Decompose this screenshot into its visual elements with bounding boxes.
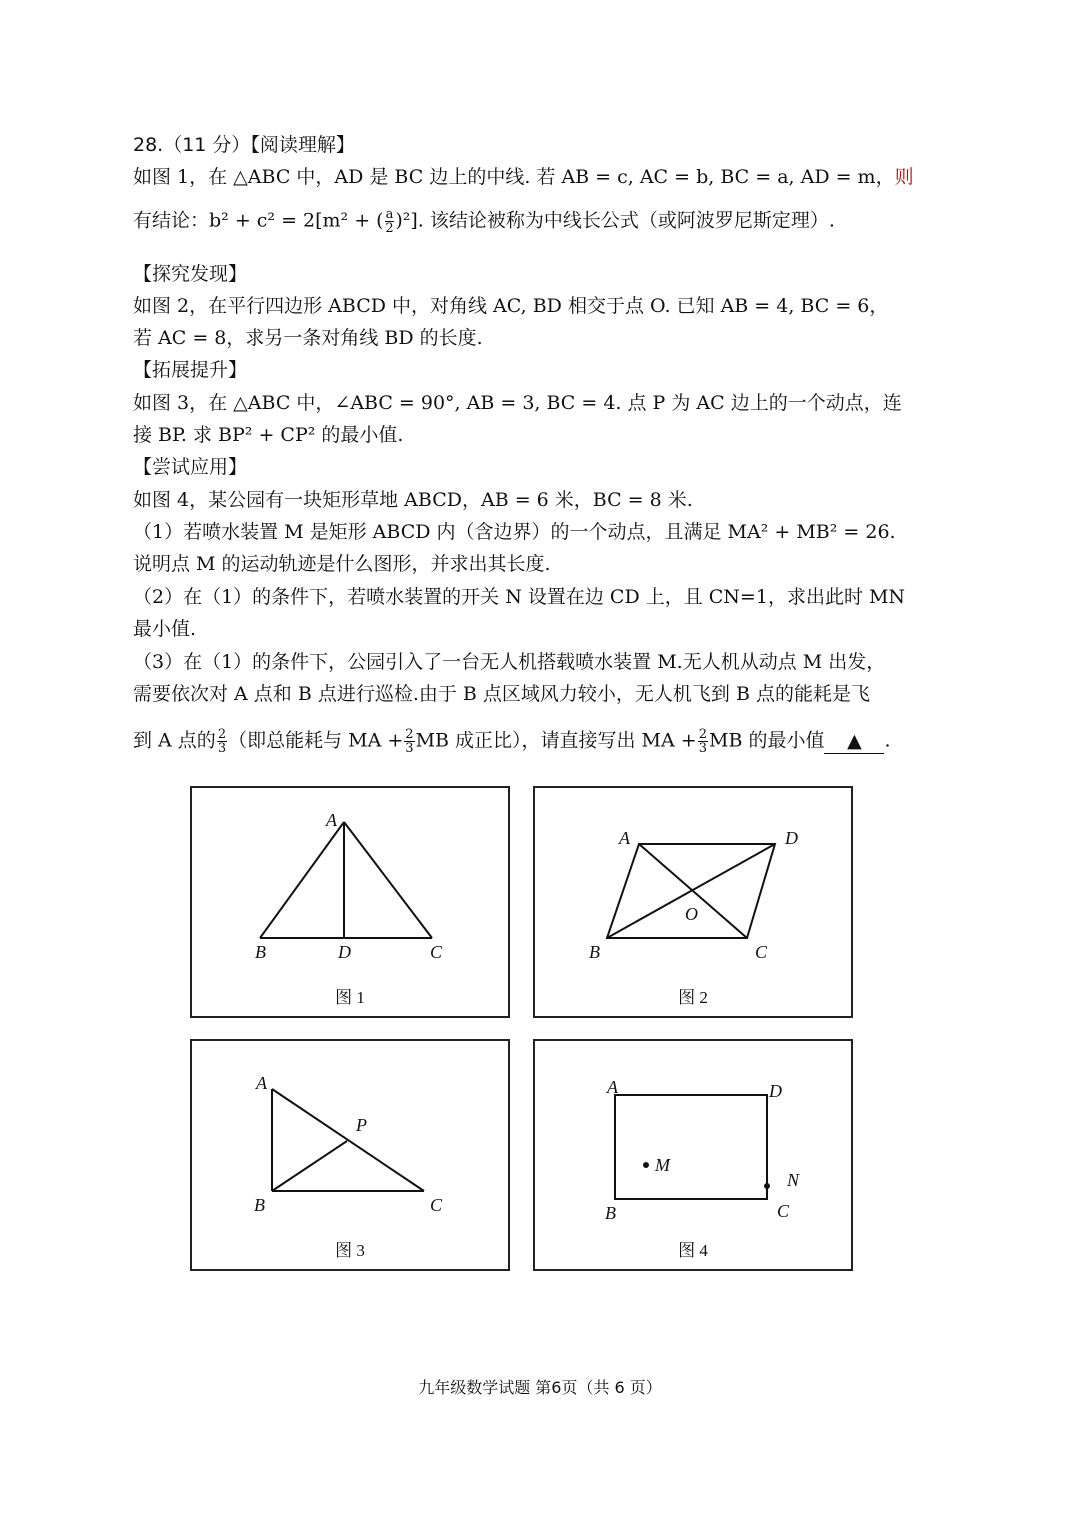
segment-ab bbox=[260, 822, 344, 938]
figure-1 bbox=[190, 786, 510, 1018]
label-a: A bbox=[326, 810, 337, 830]
label-b: B bbox=[589, 942, 600, 962]
extend-heading: 【拓展提升】 bbox=[133, 359, 248, 381]
figure-3-caption: 图 3 bbox=[335, 1241, 365, 1260]
label-c: C bbox=[430, 1195, 443, 1215]
question-1-line-1: （1）若喷水装置 M 是矩形 ABCD 内（含边界）的一个动点，且满足 MA² + MB² = 26. bbox=[133, 521, 896, 543]
q3-text-b: （即总能耗与 MA + bbox=[228, 729, 404, 752]
explore-line-1: 如图 2，在平行四边形 ABCD 中，对角线 AC, BD 相交于点 O. 已知 AB = 4, BC = 6， bbox=[133, 295, 889, 317]
label-d: D bbox=[769, 1081, 782, 1101]
label-c: C bbox=[777, 1201, 790, 1221]
problem-heading: 28.（11 分）【阅读理解】 bbox=[133, 134, 355, 156]
label-o: O bbox=[685, 904, 698, 924]
label-p: P bbox=[356, 1115, 367, 1135]
answer-blank[interactable]: ▲ bbox=[824, 729, 884, 754]
question-2-line-2: 最小值. bbox=[133, 618, 197, 640]
question-3-line-2: 需要依次对 A 点和 B 点进行巡检.由于 B 点区域风力较小，无人机飞到 B 点的能耗是飞 bbox=[133, 683, 870, 705]
figure-1-diagram bbox=[192, 788, 508, 1016]
fraction-numerator: 2 bbox=[698, 727, 707, 742]
fraction-denominator: 3 bbox=[698, 741, 707, 756]
formula-end: )²]. 该结论被称为中线长公式（或阿波罗尼斯定理）. bbox=[395, 209, 835, 232]
question-1-line-2: 说明点 M 的运动轨迹是什么图形，并求出其长度. bbox=[133, 553, 551, 575]
figure-3-diagram bbox=[192, 1041, 508, 1269]
explore-heading: 【探究发现】 bbox=[133, 263, 248, 285]
apply-heading: 【尝试应用】 bbox=[133, 456, 248, 478]
fraction-denominator: 3 bbox=[405, 741, 414, 756]
fraction-numerator: 2 bbox=[217, 727, 227, 742]
rectangle-abcd bbox=[615, 1095, 767, 1199]
label-d: D bbox=[338, 942, 351, 962]
q3-end-dot: . bbox=[884, 729, 891, 752]
q3-text-a: 到 A 点的 bbox=[133, 729, 216, 752]
figure-2-diagram bbox=[535, 788, 851, 1016]
apply-line-1: 如图 4，某公园有一块矩形草地 ABCD，AB = 6 米，BC = 8 米. bbox=[133, 489, 693, 511]
question-3-line-1: （3）在（1）的条件下，公园引入了一台无人机搭载喷水装置 M.无人机从动点 M 出发， bbox=[133, 651, 886, 673]
figure-4-diagram bbox=[535, 1041, 851, 1269]
figure-3 bbox=[190, 1039, 510, 1271]
reading-line-2 bbox=[133, 208, 953, 235]
segment-ac bbox=[344, 822, 432, 938]
figure-1-caption: 图 1 bbox=[335, 988, 365, 1007]
figure-4 bbox=[533, 1039, 853, 1271]
explore-line-2: 若 AC = 8，求另一条对角线 BD 的长度. bbox=[133, 327, 483, 349]
fraction-numerator: a bbox=[385, 207, 394, 222]
label-a: A bbox=[256, 1073, 267, 1093]
label-b: B bbox=[255, 942, 266, 962]
label-d: D bbox=[785, 828, 798, 848]
fraction-a-over-2 bbox=[385, 208, 395, 235]
extend-line-2: 接 BP. 求 BP² + CP² 的最小值. bbox=[133, 424, 404, 446]
label-b: B bbox=[254, 1195, 265, 1215]
figure-2-caption: 图 2 bbox=[678, 988, 708, 1007]
fraction-denominator: 2 bbox=[385, 221, 394, 236]
fraction-two-thirds bbox=[404, 728, 414, 755]
label-n: N bbox=[787, 1170, 800, 1190]
reading-line-1-tail: 则 bbox=[894, 166, 914, 188]
label-c: C bbox=[430, 942, 443, 962]
question-2-line-1: （2）在（1）的条件下，若喷水装置的开关 N 设置在边 CD 上，且 CN=1，求出此时 MN bbox=[133, 586, 906, 608]
label-m: M bbox=[655, 1155, 670, 1175]
formula-start: 有结论：b² + c² = 2[m² + ( bbox=[133, 209, 384, 232]
point-n bbox=[764, 1183, 770, 1189]
reading-line-1-text: 如图 1，在 △ABC 中，AD 是 BC 边上的中线. 若 AB = c, AC = b, BC = a, AD = m， bbox=[133, 166, 895, 188]
fraction-two-thirds bbox=[217, 728, 227, 755]
question-3-line-3 bbox=[133, 728, 953, 755]
fraction-two-thirds bbox=[698, 728, 708, 755]
segment-bp bbox=[272, 1141, 347, 1191]
reading-line-1 bbox=[133, 165, 953, 189]
label-c: C bbox=[755, 942, 768, 962]
fraction-numerator: 2 bbox=[405, 727, 414, 742]
extend-line-1: 如图 3，在 △ABC 中，∠ABC = 90°, AB = 3, BC = 4. 点 P 为 AC 边上的一个动点，连 bbox=[133, 392, 902, 414]
label-a: A bbox=[619, 828, 630, 848]
point-m bbox=[643, 1162, 649, 1168]
page-footer: 九年级数学试题 第6页（共 6 页） bbox=[418, 1378, 662, 1397]
figure-4-caption: 图 4 bbox=[678, 1241, 708, 1260]
label-a: A bbox=[607, 1077, 618, 1097]
figure-2 bbox=[533, 786, 853, 1018]
label-b: B bbox=[605, 1203, 616, 1223]
q3-text-c: MB 成正比），请直接写出 MA + bbox=[415, 729, 697, 752]
q3-text-d: MB 的最小值 bbox=[708, 729, 825, 752]
fraction-denominator: 3 bbox=[217, 741, 227, 756]
